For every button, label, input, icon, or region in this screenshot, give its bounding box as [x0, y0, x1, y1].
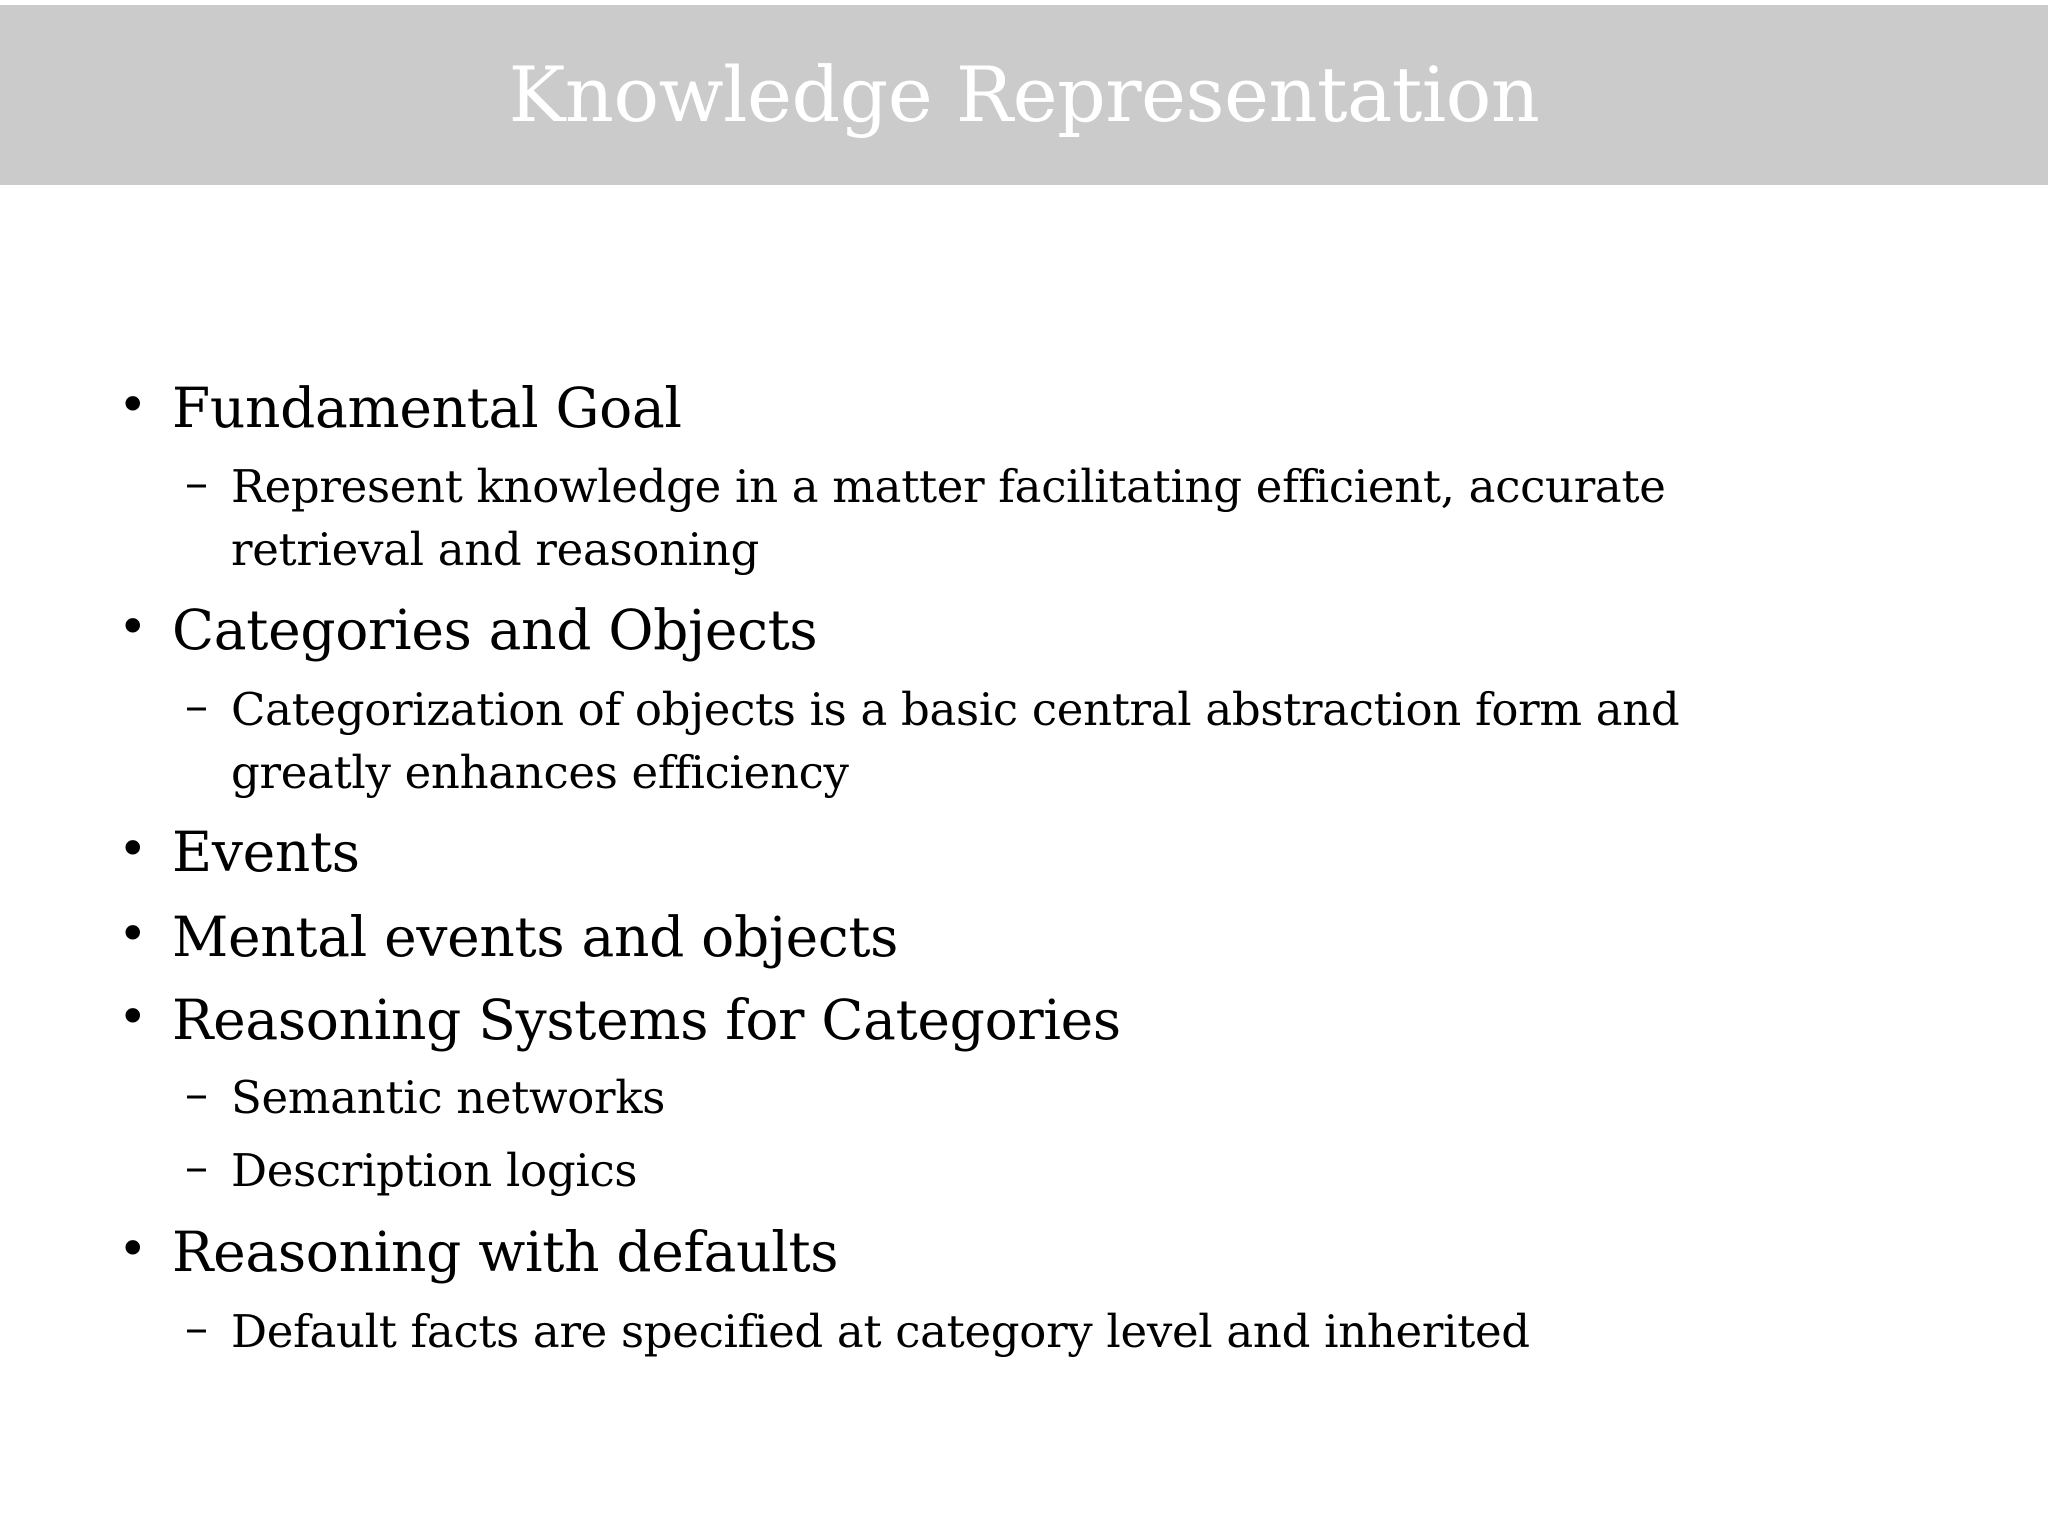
bullet-text: Categories and Objects	[172, 598, 818, 662]
bullet-marker: •	[118, 988, 148, 1046]
bullet-text: Reasoning Systems for Categories	[172, 988, 1121, 1052]
sub-bullet-text: Categorization of objects is a basic central abstraction form and greatly enhances efficiency	[231, 683, 1680, 799]
bullet-text: Fundamental Goal	[172, 376, 682, 440]
bullet-marker: •	[118, 905, 148, 963]
dash-marker: –	[185, 678, 208, 732]
sub-bullet-text: Default facts are specified at category level and inherited	[231, 1305, 1530, 1358]
sub-bullet-text: Represent knowledge in a matter facilitating efficient, accurate retrieval and reasoning	[231, 460, 1666, 576]
bullet-marker: •	[118, 598, 148, 656]
bullet-marker: •	[118, 1220, 148, 1278]
sub-bullet-text: Semantic networks	[231, 1071, 666, 1124]
bullet-text: Events	[172, 820, 360, 884]
bullet-marker: •	[118, 376, 148, 434]
dash-marker: –	[185, 455, 208, 509]
dash-marker: –	[185, 1139, 208, 1193]
dash-marker: –	[185, 1066, 208, 1120]
sub-bullet-text: Description logics	[231, 1144, 638, 1197]
slide-title: Knowledge Representation	[508, 50, 1540, 139]
bullet-text: Reasoning with defaults	[172, 1220, 839, 1284]
dash-marker: –	[185, 1300, 208, 1354]
bullet-text: Mental events and objects	[172, 905, 899, 969]
bullet-marker: •	[118, 820, 148, 878]
